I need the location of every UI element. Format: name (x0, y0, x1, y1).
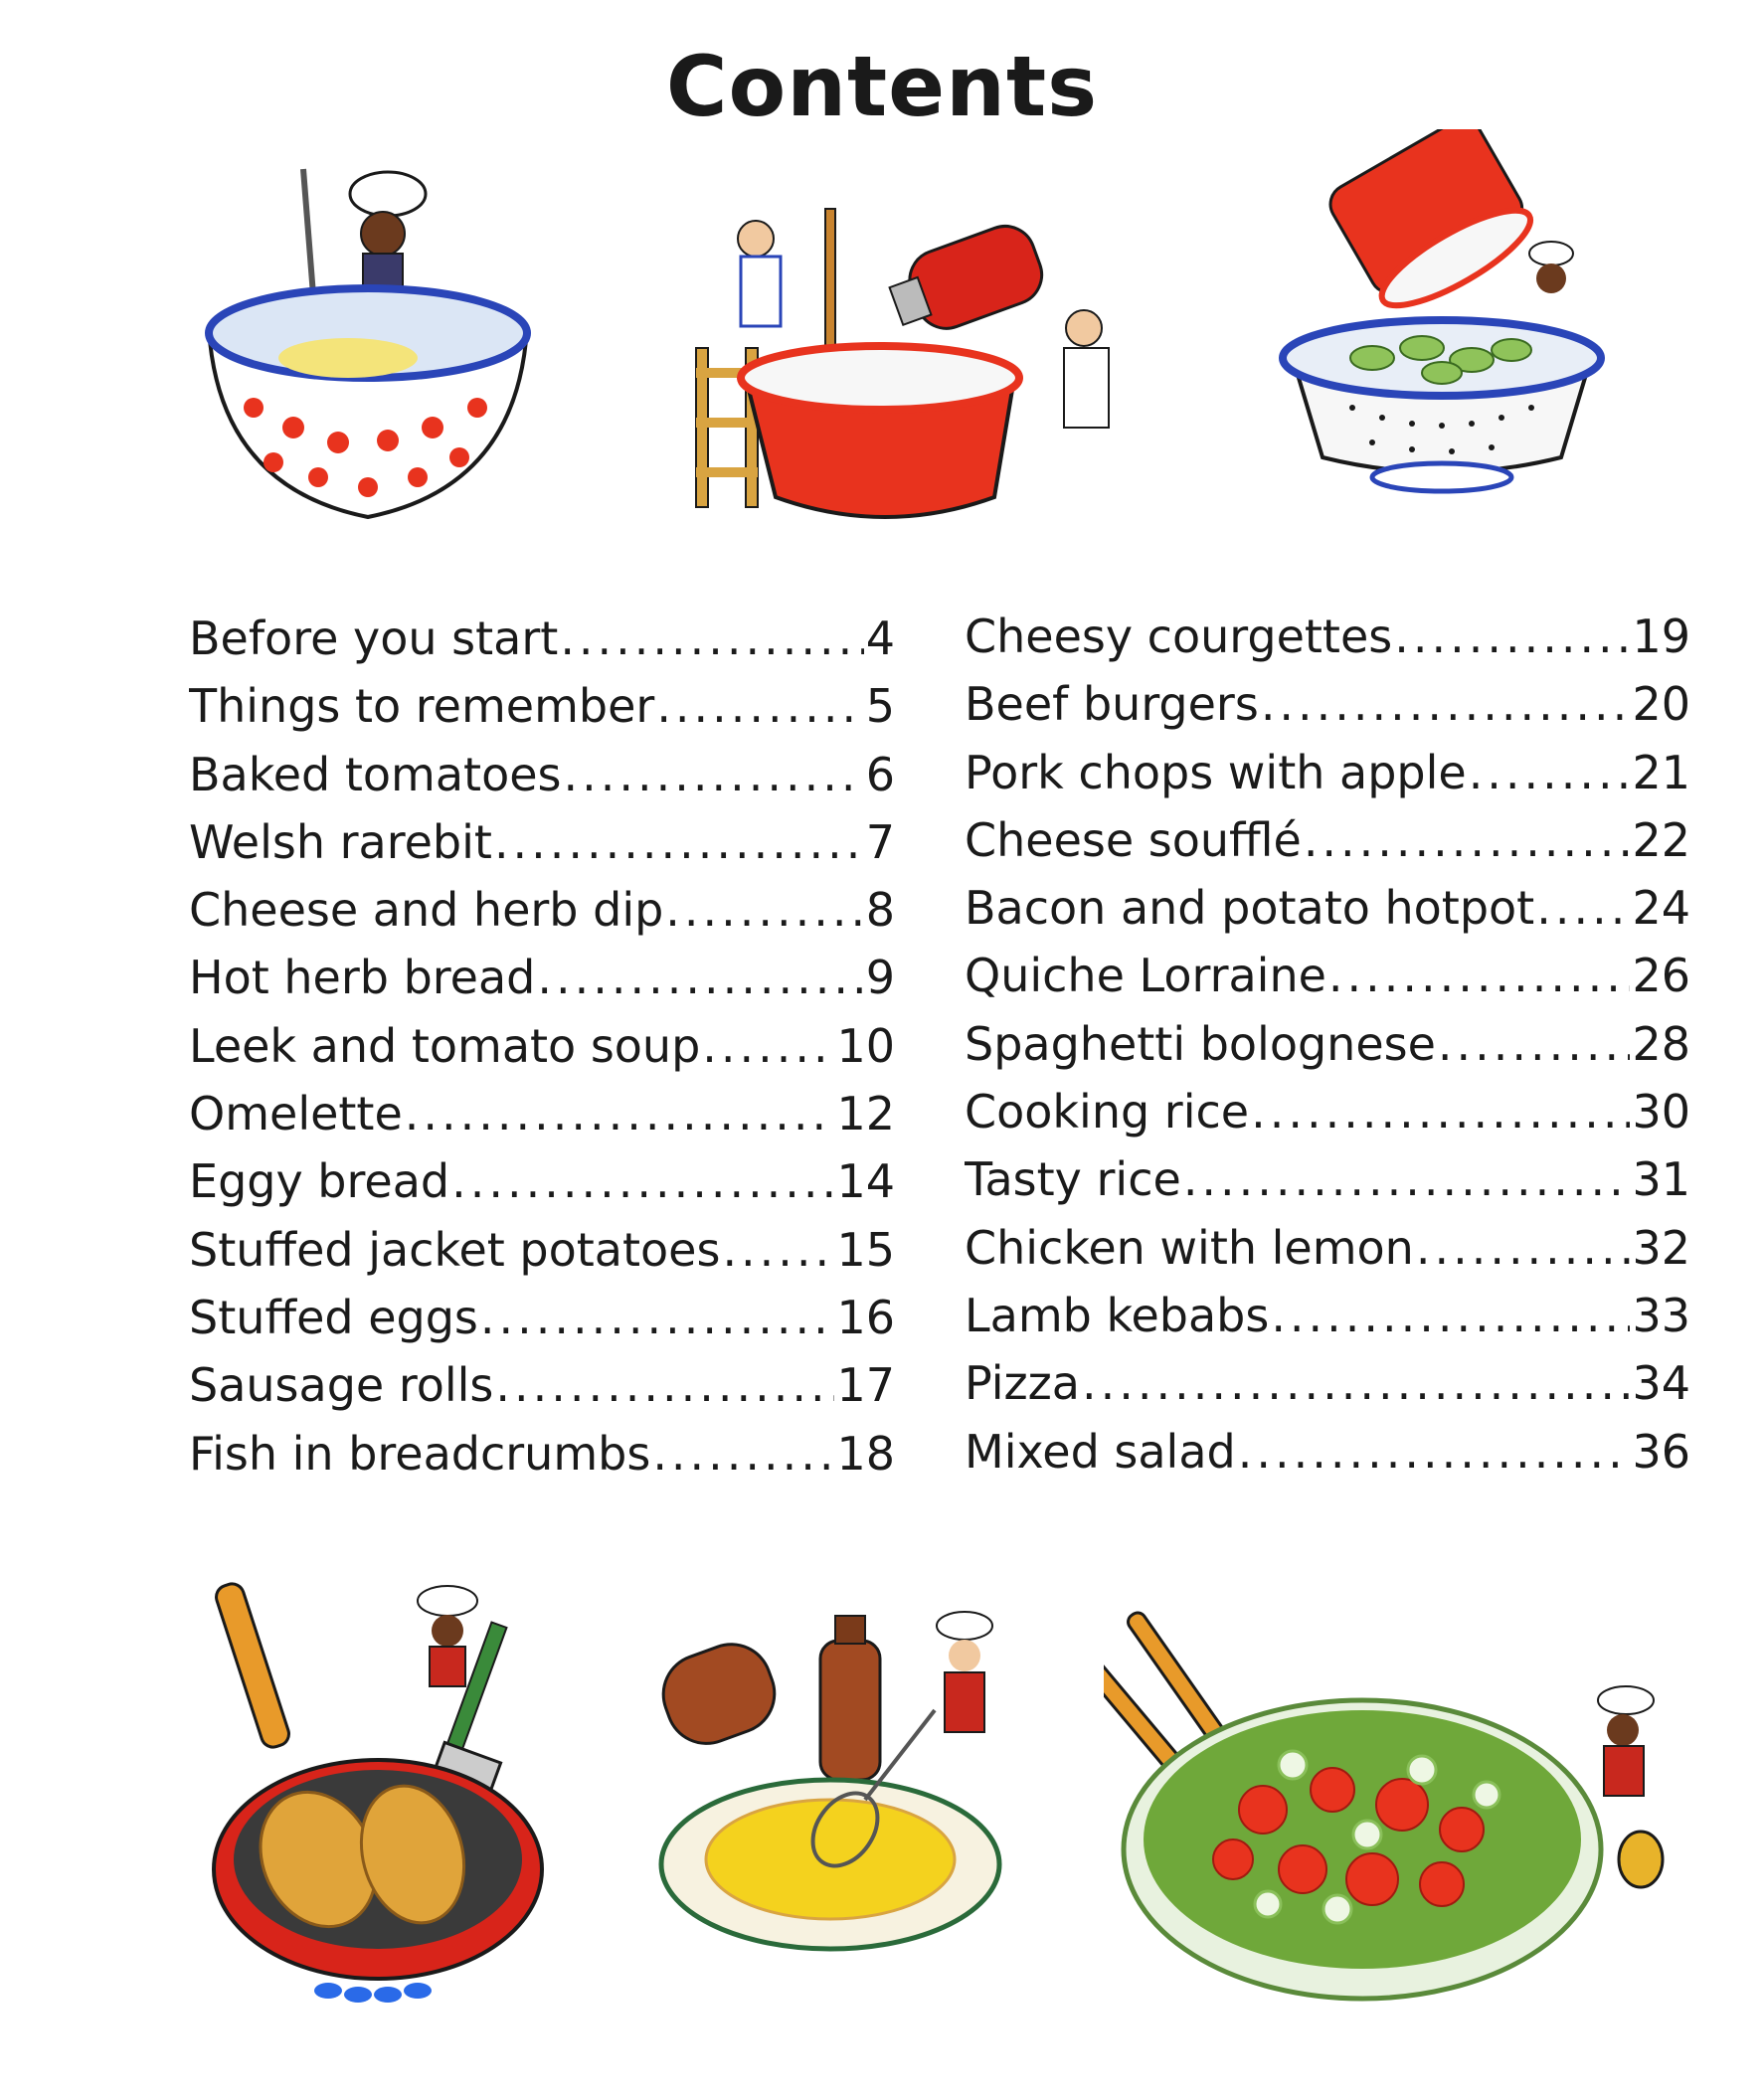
toc-entry-page: 36 (1632, 1424, 1690, 1479)
toc-entry-title: Bacon and potato hotpot (965, 881, 1535, 936)
toc-entry-page: 22 (1632, 812, 1690, 867)
chef-figure (1064, 310, 1109, 428)
saucepan (1323, 129, 1542, 322)
toc-entry-page: 7 (865, 814, 895, 869)
toc-entry-title: Stuffed eggs (189, 1290, 478, 1344)
toc-leader-dots (656, 679, 863, 733)
toc-leader-dots (665, 883, 863, 937)
toc-entry-page: 34 (1632, 1356, 1690, 1411)
toc-entry-page: 14 (836, 1154, 895, 1209)
toc-entry-page: 30 (1632, 1085, 1690, 1139)
toc-leader-dots (494, 815, 864, 869)
toc-leader-dots (1536, 881, 1630, 935)
toc-entry-page: 16 (836, 1290, 895, 1344)
toc-entry-title: Chicken with lemon (965, 1220, 1414, 1275)
toc-entry-page: 17 (836, 1358, 895, 1413)
stove-flame (314, 1983, 432, 2003)
chef-figure (1598, 1686, 1654, 1796)
toc-entry-title: Omelette (189, 1087, 403, 1141)
toc-entry-title: Things to remember (189, 679, 655, 734)
toc-entry-page: 18 (836, 1426, 895, 1481)
toc-leader-dots (1394, 610, 1630, 663)
toc-entry-page: 31 (1632, 1152, 1690, 1207)
toc-entry[interactable] (189, 748, 895, 815)
toc-leader-dots (1416, 1221, 1631, 1275)
toc-leader-dots (560, 612, 863, 665)
toc-leader-dots (722, 1223, 834, 1277)
toc-right-column (965, 610, 1690, 1492)
toc-leader-dots (405, 1087, 835, 1140)
toc-leader-dots (1082, 1356, 1630, 1410)
toc-entry[interactable] (189, 1427, 895, 1494)
toc-entry[interactable] (965, 1356, 1690, 1424)
toc-entry-page: 4 (865, 612, 895, 665)
toc-leader-dots (480, 1291, 835, 1344)
toc-entry-page: 20 (1632, 677, 1690, 732)
toc-entry-page: 21 (1632, 745, 1690, 799)
toc-entry-title: Quiche Lorraine (965, 949, 1326, 1003)
toc-entry-title: Cooking rice (965, 1085, 1250, 1139)
toc-entry-page: 28 (1632, 1016, 1690, 1071)
toc-leader-dots (1328, 949, 1631, 1002)
toc-entry-title: Sausage rolls (189, 1358, 494, 1413)
serving-spoon (1619, 1832, 1663, 1887)
pan-handle (213, 1581, 291, 1750)
chef-figure (1529, 242, 1573, 293)
colander-illustration (1263, 129, 1621, 527)
toc-leader-dots (1271, 1289, 1630, 1342)
toc-entry[interactable] (189, 1019, 895, 1087)
toc-entry-page: 8 (865, 883, 895, 938)
toc-entry[interactable] (965, 949, 1690, 1016)
toc-entry[interactable] (189, 612, 895, 679)
toc-entry-title: Fish in breadcrumbs (189, 1426, 651, 1481)
pepper-grinder (820, 1616, 880, 1780)
toc-entry-title: Cheese and herb dip (189, 883, 664, 938)
toc-leader-dots (652, 1427, 834, 1481)
toc-entry-page: 9 (865, 951, 895, 1005)
toc-entry[interactable] (965, 1425, 1690, 1492)
toc-leader-dots (1469, 746, 1631, 799)
toc-entry-title: Pork chops with apple (965, 745, 1467, 799)
toc-leader-dots (1304, 813, 1631, 867)
toc-entry-title: Pizza (965, 1356, 1080, 1411)
toc-entry[interactable] (965, 1221, 1690, 1289)
toc-entry[interactable] (189, 883, 895, 951)
toc-entry-page: 19 (1632, 610, 1690, 663)
chef-figure (738, 221, 781, 326)
toc-entry[interactable] (965, 813, 1690, 881)
toc-entry[interactable] (965, 610, 1690, 677)
toc-entry-title: Baked tomatoes (189, 747, 562, 801)
toc-entry-title: Lamb kebabs (965, 1288, 1270, 1342)
toc-leader-dots (451, 1154, 834, 1208)
mixing-bowl-illustration (199, 159, 537, 537)
toc-leader-dots (1251, 1085, 1630, 1138)
toc-leader-dots (564, 748, 864, 801)
toc-entry-title: Cheese soufflé (965, 812, 1302, 867)
toc-entry-title: Eggy bread (189, 1154, 450, 1209)
toc-entry-title: Mixed salad (965, 1424, 1236, 1479)
toc-entry[interactable] (965, 1289, 1690, 1356)
toc-entry-title: Stuffed jacket potatoes (189, 1222, 721, 1277)
toc-entry-page: 32 (1632, 1220, 1690, 1275)
frying-pan-illustration (209, 1581, 567, 2009)
chef-figure (937, 1612, 992, 1732)
toc-leader-dots (1261, 677, 1631, 731)
toc-entry-title: Leek and tomato soup (189, 1018, 701, 1073)
toc-entry[interactable] (965, 677, 1690, 745)
toc-entry[interactable] (189, 679, 895, 747)
toc-entry-page: 5 (865, 679, 895, 734)
toc-leader-dots (495, 1358, 834, 1412)
toc-entry[interactable] (189, 951, 895, 1018)
page-title: Contents (665, 38, 1099, 135)
toc-entry[interactable] (965, 1017, 1690, 1085)
toc-left-column (189, 612, 895, 1494)
toc-entry[interactable] (965, 1152, 1690, 1220)
toc-entry[interactable] (189, 815, 895, 883)
toc-leader-dots (702, 1019, 834, 1073)
salad-bowl-illustration (1104, 1591, 1680, 2009)
toc-leader-dots (1238, 1425, 1631, 1479)
toc-entry[interactable] (965, 881, 1690, 949)
toc-entry-page: 12 (836, 1087, 895, 1141)
salt-shaker (652, 1633, 786, 1754)
pot-pepper-mill-illustration (686, 199, 1153, 557)
toc-entry-title: Welsh rarebit (189, 814, 492, 869)
toc-leader-dots (1438, 1017, 1631, 1071)
pepper-mill (883, 218, 1050, 343)
toc-entry-page: 15 (836, 1222, 895, 1277)
toc-entry-page: 24 (1632, 881, 1690, 936)
toc-entry[interactable] (189, 1291, 895, 1358)
toc-leader-dots (537, 951, 863, 1004)
toc-entry[interactable] (189, 1154, 895, 1222)
toc-entry-title: Hot herb bread (189, 951, 536, 1005)
toc-entry-page: 6 (865, 747, 895, 801)
toc-entry[interactable] (189, 1358, 895, 1426)
toc-leader-dots (1183, 1152, 1631, 1206)
toc-entry-title: Spaghetti bolognese (965, 1016, 1436, 1071)
toc-entry-title: Cheesy courgettes (965, 610, 1393, 663)
toc-entry-title: Tasty rice (965, 1152, 1181, 1207)
toc-entry[interactable] (965, 746, 1690, 813)
toc-entry-page: 10 (836, 1018, 895, 1073)
toc-entry[interactable] (189, 1087, 895, 1154)
omelette-plate-illustration (646, 1601, 1024, 1959)
chef-figure (418, 1586, 477, 1686)
toc-entry-title: Beef burgers (965, 677, 1259, 732)
toc-entry[interactable] (965, 1085, 1690, 1152)
chef-figure (350, 172, 426, 293)
toc-entry-title: Before you start (189, 612, 559, 665)
toc-entry[interactable] (189, 1223, 895, 1291)
toc-entry-page: 33 (1632, 1288, 1690, 1342)
toc-entry-page: 26 (1632, 949, 1690, 1003)
